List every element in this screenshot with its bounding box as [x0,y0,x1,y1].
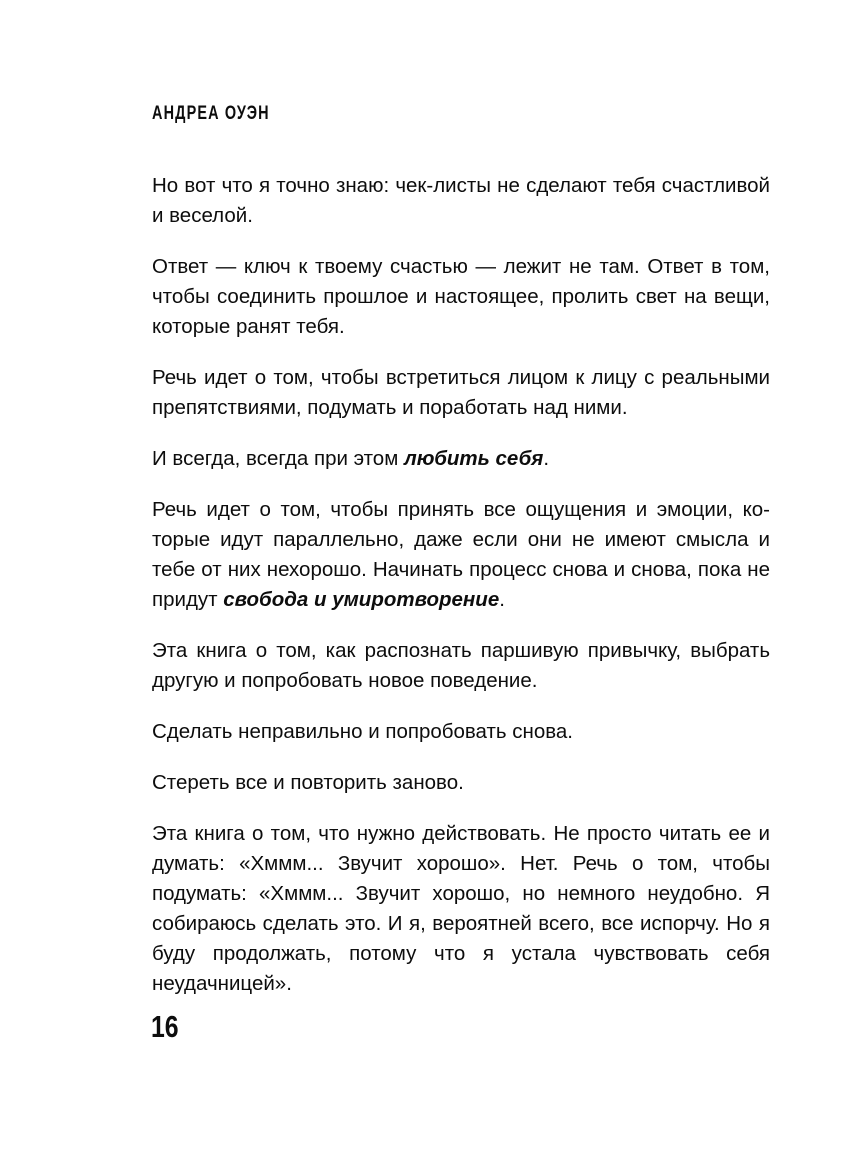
paragraph-text: Речь идет о том, чтобы принять все ощущения и эмоции, которые идут параллельно, даже если они не имеют смысла и тебе от них нехорошо. Начинать процесс снова и снова, пока не придут [152,498,770,611]
paragraph-text: Эта книга о том, что нужно действовать. Не просто читать ее и думать: «Хммм... Звучит хорошо». Нет. Речь о том, чтобы подумать: «Хммм... Звучит хорошо, но немного неудобно. Я собираюсь сделать это. И я, вероятней всего, все испорчу. Но я буду продолжать, потому что я устала чувствовать себя неудачницей». [152,822,770,995]
body-text [152,171,770,999]
paragraph [152,444,770,474]
paragraph [152,363,770,423]
paragraph [152,171,770,231]
paragraph [152,717,770,747]
paragraph [152,252,770,342]
emphasized-phrase: свобода и умиротворение [223,588,500,611]
paragraph-text: Эта книга о том, как распознать паршивую привычку, выбрать другую и попробовать новое поведение. [152,639,770,692]
paragraph-text: Ответ — ключ к твоему счастью — лежит не там. Ответ в том, чтобы соединить прошлое и настоящее, пролить свет на вещи, которые ранят тебя. [152,255,770,338]
paragraph-text: . [543,447,550,470]
paragraph-text: Но вот что я точно знаю: чек-листы не сделают тебя счастливой и веселой. [152,174,770,227]
paragraph [152,768,770,798]
paragraph-text: Стереть все и повторить заново. [152,771,464,794]
paragraph [152,636,770,696]
page-number: 16 [151,1009,179,1044]
paragraph-text: . [499,588,505,611]
paragraph [152,819,770,999]
paragraph-text: И всегда, всегда при этом [152,447,404,470]
paragraph-text: Сделать неправильно и попробовать снова. [152,720,573,743]
paragraph-text: Речь идет о том, чтобы встретиться лицом к лицу с реальными препятствиями, подумать и поработать над ними. [152,366,770,419]
paragraph [152,495,770,615]
emphasized-phrase: любить себя [404,447,544,470]
author-header: АНДРЕА ОУЭН [152,103,270,124]
